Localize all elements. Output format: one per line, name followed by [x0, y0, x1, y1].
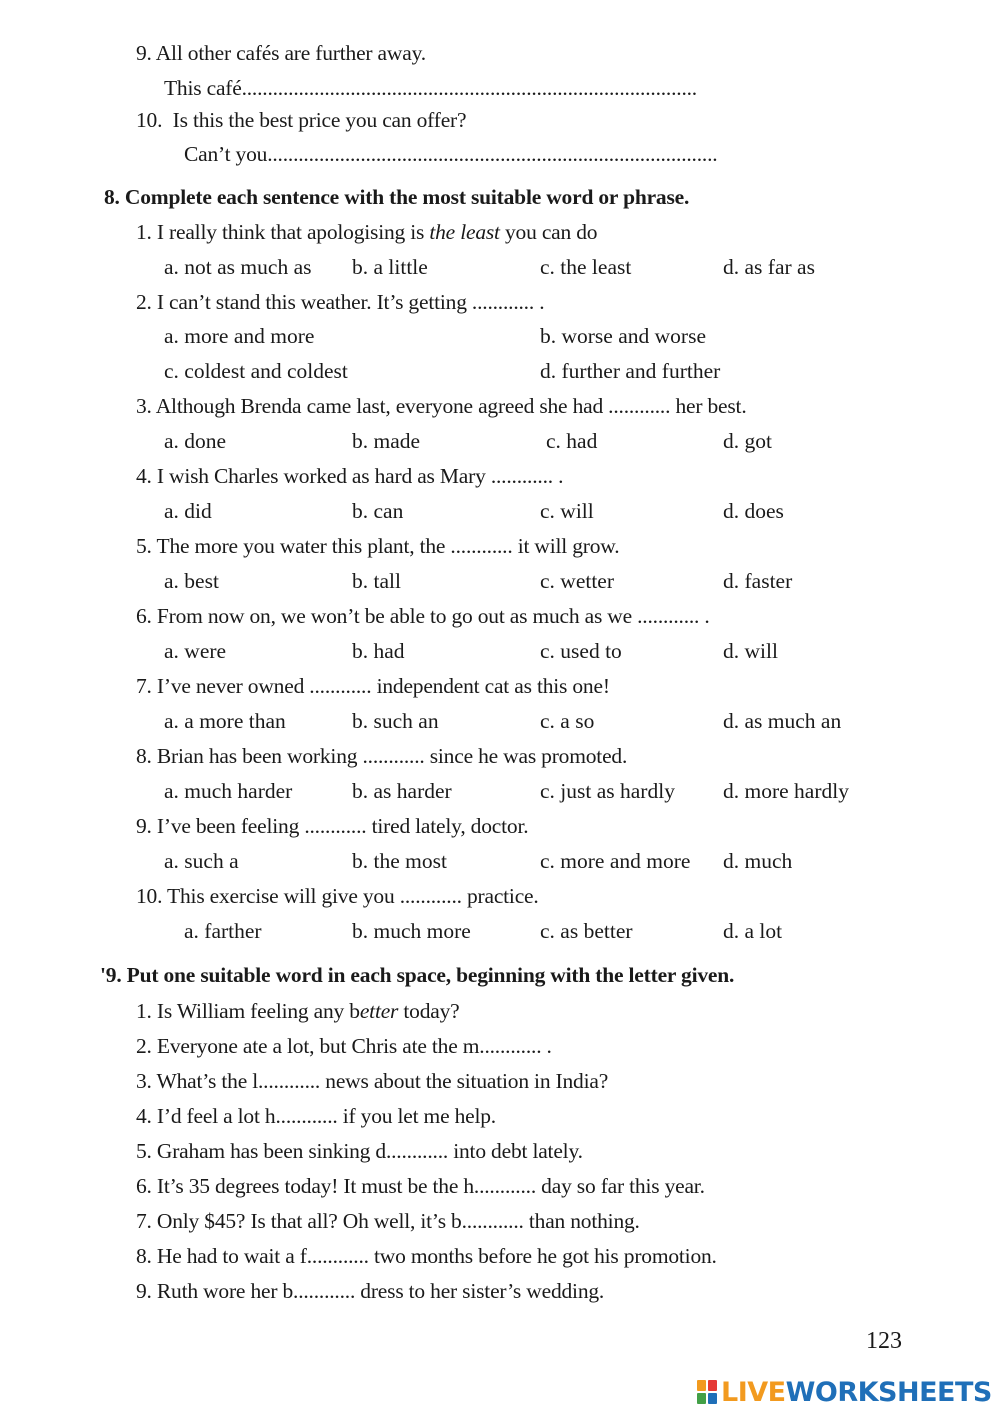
s8-q8-opt-b[interactable]: b. as harder [352, 779, 452, 803]
s8-q6-opt-b[interactable]: b. had [352, 639, 405, 663]
s8-q5: 5. The more you water this plant, the ............ it will grow. [136, 534, 620, 558]
s8-q8-opt-a[interactable]: a. much harder [164, 779, 293, 803]
s9-item6: 6. It’s 35 degrees today! It must be the h............ day so far this year. [136, 1174, 705, 1198]
s8-q1-opt-c[interactable]: c. the least [540, 255, 632, 279]
s8-q9-opt-d[interactable]: d. much [723, 849, 793, 873]
s8-q6-opt-d[interactable]: d. will [723, 639, 778, 663]
s8-q10-opt-c[interactable]: c. as better [540, 919, 633, 943]
s9-item5: 5. Graham has been sinking d............ into debt lately. [136, 1139, 583, 1163]
s9-item9: 9. Ruth wore her b............ dress to her sister’s wedding. [136, 1279, 605, 1303]
s7-item10-question: 10. Is this the best price you can offer? [136, 108, 467, 132]
s8-q4-opt-a[interactable]: a. did [164, 499, 212, 523]
s8-q3-opt-d[interactable]: d. got [723, 429, 772, 453]
s8-q2-opt-d[interactable]: d. further and further [540, 359, 721, 383]
s8-q6-opt-a[interactable]: a. were [164, 639, 227, 663]
s8-q7: 7. I’ve never owned ............ independent cat as this one! [136, 674, 610, 698]
s8-q10-opt-b[interactable]: b. much more [352, 919, 471, 943]
s8-q5-opt-d[interactable]: d. faster [723, 569, 793, 593]
s8-q2-opt-b[interactable]: b. worse and worse [540, 324, 706, 348]
s7-item9-question: 9. All other cafés are further away. [136, 41, 426, 65]
s8-q6-opt-c[interactable]: c. used to [540, 639, 622, 663]
liveworksheets-logo[interactable] [697, 1375, 992, 1409]
s8-q4-opt-d[interactable]: d. does [723, 499, 784, 523]
s8-q10-opt-a[interactable]: a. farther [184, 919, 262, 943]
s7-item10-answer-line: Can’t you....................................................................................... [184, 142, 718, 166]
s8-q1-opt-a[interactable]: a. not as much as [164, 255, 312, 279]
s8-q1-opt-b[interactable]: b. a little [352, 255, 428, 279]
s8-q8-opt-d[interactable]: d. more hardly [723, 779, 849, 803]
s8-q4-opt-c[interactable]: c. will [540, 499, 594, 523]
s8-q8: 8. Brian has been working ............ since he was promoted. [136, 744, 628, 768]
logo-text: LIVEWORKSHEETS [721, 1376, 992, 1408]
s8-q3-opt-c[interactable]: c. had [546, 429, 598, 453]
s8-q7-opt-a[interactable]: a. a more than [164, 709, 286, 733]
s9-item8: 8. He had to wait a f............ two months before he got his promotion. [136, 1244, 717, 1268]
s8-q9: 9. I’ve been feeling ............ tired lately, doctor. [136, 814, 529, 838]
s8-q7-opt-d[interactable]: d. as much an [723, 709, 842, 733]
s8-q10-opt-d[interactable]: d. a lot [723, 919, 783, 943]
s8-q7-opt-c[interactable]: c. a so [540, 709, 595, 733]
s8-q6: 6. From now on, we won’t be able to go out as much as we ............ . [136, 604, 710, 628]
s8-q1: 1. I really think that apologising is the least you can do [136, 220, 598, 244]
s9-item1: 1. Is William feeling any better today? [136, 999, 460, 1023]
s8-q3: 3. Although Brenda came last, everyone agreed she had ............ her best. [136, 394, 747, 418]
s7-item9-answer-line: This café........................................................................................ [164, 76, 697, 100]
s8-q2-opt-c[interactable]: c. coldest and coldest [164, 359, 348, 383]
s8-q3-opt-b[interactable]: b. made [352, 429, 421, 453]
section9-title: '9. Put one suitable word in each space, beginning with the letter given. [100, 963, 735, 987]
logo-grid-icon [697, 1380, 717, 1404]
s8-q2: 2. I can’t stand this weather. It’s getting ............ . [136, 290, 545, 314]
s8-q8-opt-c[interactable]: c. just as hardly [540, 779, 675, 803]
s8-q9-opt-b[interactable]: b. the most [352, 849, 447, 873]
section8-title: 8. Complete each sentence with the most suitable word or phrase. [104, 185, 690, 209]
page-number: 123 [866, 1328, 902, 1354]
s9-item7: 7. Only $45? Is that all? Oh well, it’s b............ than nothing. [136, 1209, 640, 1233]
s8-q5-opt-b[interactable]: b. tall [352, 569, 401, 593]
s8-q9-opt-c[interactable]: c. more and more [540, 849, 691, 873]
s8-q3-opt-a[interactable]: a. done [164, 429, 227, 453]
s8-q7-opt-b[interactable]: b. such an [352, 709, 439, 733]
s8-q1-opt-d[interactable]: d. as far as [723, 255, 815, 279]
s8-q5-opt-a[interactable]: a. best [164, 569, 219, 593]
s8-q5-opt-c[interactable]: c. wetter [540, 569, 615, 593]
s9-item4: 4. I’d feel a lot h............ if you let me help. [136, 1104, 496, 1128]
s8-q2-opt-a[interactable]: a. more and more [164, 324, 315, 348]
s8-q9-opt-a[interactable]: a. such a [164, 849, 239, 873]
s9-item2: 2. Everyone ate a lot, but Chris ate the m............ . [136, 1034, 552, 1058]
s8-q4: 4. I wish Charles worked as hard as Mary ............ . [136, 464, 564, 488]
s8-q10: 10. This exercise will give you ............ practice. [136, 884, 539, 908]
s8-q4-opt-b[interactable]: b. can [352, 499, 404, 523]
s9-item3: 3. What’s the l............ news about the situation in India? [136, 1069, 609, 1093]
